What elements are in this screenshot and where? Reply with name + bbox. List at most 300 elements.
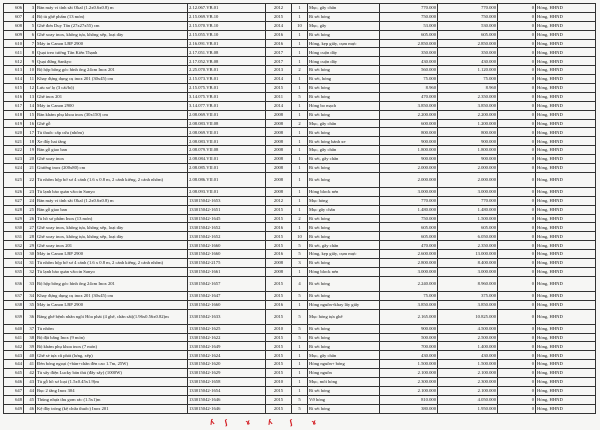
- cell-total-value: 2.500.000: [438, 333, 498, 342]
- cell-year: 2016: [266, 30, 292, 39]
- table-row: [4, 84, 596, 93]
- cell-remaining-value: 0: [498, 128, 536, 137]
- cell-item-index: 5: [24, 21, 36, 30]
- table-row: [4, 276, 596, 291]
- cell-condition: Rỉ sét hỏng: [308, 404, 380, 413]
- cell-quantity: 1: [292, 101, 308, 110]
- cell-condition: Rỉ sét hỏng: [308, 276, 380, 291]
- table-row: [4, 369, 596, 378]
- cell-asset-code: 133015042-1647: [188, 291, 266, 300]
- cell-remaining-value: 0: [498, 232, 536, 241]
- cell-row-number: 625: [4, 172, 24, 187]
- cell-row-number: 617: [4, 101, 24, 110]
- cell-status: Hỏng, HHND: [536, 155, 596, 164]
- cell-remaining-value: 0: [498, 395, 536, 404]
- cell-year: 2008: [266, 137, 292, 146]
- cell-asset-name: Ghế xoay inox, không tựa, không xếp, loại dày: [36, 223, 188, 232]
- cell-status: Hỏng, HHND: [536, 324, 596, 333]
- cell-status: Hỏng, HHND: [536, 187, 596, 196]
- cell-unit-price: 2.000.000: [380, 164, 438, 173]
- cell-unit-price: 3.000.000: [380, 187, 438, 196]
- cell-asset-name: Bộ khám phụ khoa inox (7 món): [36, 342, 188, 351]
- cell-asset-code: 2.08.069.VII.01: [188, 110, 266, 119]
- cell-remaining-value: 0: [498, 377, 536, 386]
- cell-condition: Rỉ sét hỏng: [308, 30, 380, 39]
- table-row: [4, 92, 596, 101]
- cell-status: Hỏng, HHND: [536, 101, 596, 110]
- cell-asset-code: 2.12.067.VB.01: [188, 4, 266, 13]
- cell-unit-price: 900.000: [380, 324, 438, 333]
- cell-year: 2008: [266, 259, 292, 268]
- cell-remaining-value: 0: [498, 119, 536, 128]
- cell-status: Hỏng, HHND: [536, 172, 596, 187]
- cell-item-index: 21: [24, 164, 36, 173]
- cell-quantity: 1: [292, 110, 308, 119]
- cell-asset-name: Máy in Canon LBP 2900: [36, 39, 188, 48]
- table-row: [4, 75, 596, 84]
- cell-year: 2015: [266, 84, 292, 93]
- cell-condition: Hỏng cuộn dây: [308, 57, 380, 66]
- cell-asset-code: 2.15.055.VB.10: [188, 30, 266, 39]
- cell-unit-price: 500.000: [380, 333, 438, 342]
- table-row: [4, 146, 596, 155]
- cell-unit-price: 800.000: [380, 128, 438, 137]
- cell-item-index: 27: [24, 223, 36, 232]
- cell-status: Hỏng, HHND: [536, 48, 596, 57]
- cell-total-value: 430.000: [438, 57, 498, 66]
- table-row: [4, 324, 596, 333]
- cell-remaining-value: 0: [498, 155, 536, 164]
- cell-unit-price: 470.000: [380, 92, 438, 101]
- cell-total-value: 13.000.000: [438, 250, 498, 259]
- cell-year: 2015: [266, 386, 292, 395]
- cell-total-value: 2.000.000: [438, 164, 498, 173]
- cell-year: 2008: [266, 267, 292, 276]
- cell-unit-price: 2.300.000: [380, 377, 438, 386]
- cell-asset-name: Ghế xoay inox 201: [36, 241, 188, 250]
- table-row: [4, 291, 596, 300]
- cell-remaining-value: 0: [498, 291, 536, 300]
- cell-asset-code: 133015042-1652: [188, 232, 266, 241]
- cell-condition: Mục gãy chân: [308, 205, 380, 214]
- cell-condition: Hỏng block nén: [308, 187, 380, 196]
- cell-asset-code: 2.16.091.VB.01: [188, 39, 266, 48]
- cell-asset-code: 2.17.051.VB.08: [188, 48, 266, 57]
- cell-status: Hỏng, HHND: [536, 119, 596, 128]
- cell-row-number: 631: [4, 232, 24, 241]
- cell-year: 2017: [266, 57, 292, 66]
- cell-condition: Mục, gãy chân: [308, 119, 380, 128]
- cell-total-value: 3.000.000: [438, 187, 498, 196]
- cell-total-value: 2.200.000: [438, 110, 498, 119]
- cell-remaining-value: 0: [498, 333, 536, 342]
- cell-unit-price: 2.240.000: [380, 276, 438, 291]
- cell-condition: Rỉ sét hỏng: [308, 12, 380, 21]
- cell-remaining-value: 0: [498, 92, 536, 101]
- cell-year: 2016: [266, 300, 292, 309]
- cell-year: 2015: [266, 369, 292, 378]
- table-row: [4, 386, 596, 395]
- cell-quantity: 1: [292, 75, 308, 84]
- cell-year: 2016: [266, 39, 292, 48]
- table-row: [4, 12, 596, 21]
- cell-year: 2015: [266, 276, 292, 291]
- cell-unit-price: 605.000: [380, 223, 438, 232]
- cell-year: 2008: [266, 110, 292, 119]
- cell-unit-price: 2.000.000: [380, 172, 438, 187]
- cell-remaining-value: 0: [498, 57, 536, 66]
- table-row: [4, 342, 596, 351]
- cell-year: 2015: [266, 205, 292, 214]
- cell-asset-code: 133015042-1654: [188, 386, 266, 395]
- table-row: [4, 30, 596, 39]
- cell-remaining-value: 0: [498, 342, 536, 351]
- cell-unit-price: 2.850.000: [380, 39, 438, 48]
- table-row: [4, 21, 596, 30]
- cell-year: 2008: [266, 119, 292, 128]
- cell-quantity: 1: [292, 172, 308, 187]
- cell-item-index: 39: [24, 342, 36, 351]
- cell-total-value: 2.350.000: [438, 241, 498, 250]
- cell-condition: Hỏng nguồn: [308, 369, 380, 378]
- cell-unit-price: 2.100.000: [380, 369, 438, 378]
- cell-condition: Rỉ sét, gãy chân: [308, 155, 380, 164]
- cell-asset-code: 2.17.052.VB.08: [188, 57, 266, 66]
- cell-row-number: 624: [4, 164, 24, 173]
- cell-total-value: 2.000.000: [438, 172, 498, 187]
- cell-item-index: 29: [24, 241, 36, 250]
- cell-quantity: 1: [292, 12, 308, 21]
- cell-condition: Vỡ hỏng: [308, 395, 380, 404]
- cell-item-index: 28: [24, 232, 36, 241]
- cell-remaining-value: 0: [498, 39, 536, 48]
- cell-remaining-value: 0: [498, 196, 536, 205]
- cell-quantity: 1: [292, 223, 308, 232]
- table-row: [4, 4, 596, 13]
- cell-row-number: 639: [4, 309, 24, 324]
- cell-unit-price: 900.000: [380, 155, 438, 164]
- cell-remaining-value: 0: [498, 351, 536, 360]
- cell-row-number: 646: [4, 377, 24, 386]
- cell-quantity: 1: [292, 4, 308, 13]
- cell-row-number: 635: [4, 267, 24, 276]
- table-row: [4, 250, 596, 259]
- cell-total-value: 3.000.000: [438, 267, 498, 276]
- cell-asset-code: 133015042-1620: [188, 360, 266, 369]
- cell-asset-name: Bàn máy vi tính sắt Okal (1.2x0.6x0.8) m: [36, 4, 188, 13]
- cell-asset-code: 133015042-1661: [188, 267, 266, 276]
- cell-status: Hỏng, HHND: [536, 223, 596, 232]
- table-row: [4, 128, 596, 137]
- cell-asset-code: 2.15.075.VB.01: [188, 84, 266, 93]
- cell-condition: Rỉ sét hỏng: [308, 223, 380, 232]
- cell-item-index: 4: [24, 12, 36, 21]
- cell-quantity: 1: [292, 187, 308, 196]
- cell-status: Hỏng, HHND: [536, 164, 596, 173]
- cell-year: 2015: [266, 360, 292, 369]
- cell-row-number: 626: [4, 187, 24, 196]
- cell-condition: Rỉ sét hỏng: [308, 172, 380, 187]
- cell-quantity: 1: [292, 30, 308, 39]
- cell-remaining-value: 0: [498, 21, 536, 30]
- cell-unit-price: 700.000: [380, 342, 438, 351]
- cell-asset-code: 2.08.083.VII.08: [188, 119, 266, 128]
- cell-condition: Hỏng nguồn+khay lấy giấy: [308, 300, 380, 309]
- cell-total-value: 605.000: [438, 223, 498, 232]
- cell-total-value: 75.000: [438, 75, 498, 84]
- table-row: [4, 395, 596, 404]
- cell-asset-code: 2.08.083.VII.01: [188, 137, 266, 146]
- cell-status: Hỏng, HHND: [536, 196, 596, 205]
- cell-asset-code: 133015042-1651: [188, 205, 266, 214]
- cell-year: 2014: [266, 75, 292, 84]
- table-row: [4, 205, 596, 214]
- cell-item-index: 38: [24, 333, 36, 342]
- cell-item-index: 42: [24, 369, 36, 378]
- cell-year: 2016: [266, 250, 292, 259]
- cell-quantity: 1: [292, 386, 308, 395]
- cell-total-value: 2.300.000: [438, 377, 498, 386]
- cell-status: Hỏng, HHND: [536, 369, 596, 378]
- cell-quantity: 10: [292, 21, 308, 30]
- cell-row-number: 633: [4, 250, 24, 259]
- cell-total-value: 800.000: [438, 128, 498, 137]
- cell-status: Hỏng, HHND: [536, 110, 596, 119]
- cell-quantity: 5: [292, 241, 308, 250]
- cell-quantity: 1: [292, 146, 308, 155]
- cell-total-value: 770.000: [438, 196, 498, 205]
- cell-asset-name: Xe đẩy hai tầng: [36, 137, 188, 146]
- cell-row-number: 637: [4, 291, 24, 300]
- cell-asset-name: Ghế đơn Duy Tân (27x27x55) cm: [36, 21, 188, 30]
- cell-quantity: 4: [292, 276, 308, 291]
- cell-unit-price: 3.000.000: [380, 267, 438, 276]
- cell-item-index: 30: [24, 250, 36, 259]
- cell-item-index: 35: [24, 300, 36, 309]
- cell-status: Hỏng, HHND: [536, 360, 596, 369]
- cell-row-number: 616: [4, 92, 24, 101]
- cell-quantity: 1: [292, 351, 308, 360]
- table-row: [4, 232, 596, 241]
- cell-row-number: 607: [4, 12, 24, 21]
- red-signature-mark: ʃ: [288, 418, 294, 427]
- cell-unit-price: 1.800.000: [380, 146, 438, 155]
- cell-unit-price: 1.500.000: [380, 360, 438, 369]
- cell-item-index: 26: [24, 214, 36, 223]
- cell-row-number: 609: [4, 30, 24, 39]
- cell-status: Hỏng, HHND: [536, 137, 596, 146]
- cell-condition: Hỏng, kẹp giấy, cụm mực: [308, 39, 380, 48]
- cell-unit-price: 2.100.000: [380, 386, 438, 395]
- cell-remaining-value: 0: [498, 250, 536, 259]
- cell-item-index: 13: [24, 92, 36, 101]
- cell-total-value: 3.850.000: [438, 300, 498, 309]
- cell-year: 2017: [266, 48, 292, 57]
- cell-asset-name: Băng ghế bệnh nhân ngồi Hòa phát (4 ghế, chân sắt)(1.96x0.56x0.82)m: [36, 309, 188, 324]
- cell-asset-name: Tủ sấy điện Lucky bán thủ (đãy sấy) (1000W): [36, 369, 188, 378]
- cell-quantity: 1: [292, 48, 308, 57]
- cell-row-number: 647: [4, 386, 24, 395]
- cell-remaining-value: 0: [498, 164, 536, 173]
- table-row: [4, 360, 596, 369]
- cell-asset-name: Bộ tủ ghế phẩm (13 món): [36, 12, 188, 21]
- cell-year: 2008: [266, 128, 292, 137]
- cell-condition: Rỉ sét, gãy chân: [308, 241, 380, 250]
- cell-condition: Mục, gãy: [308, 21, 380, 30]
- cell-asset-name: Bộ hộp bông góc hình ống 24cm Inox 201: [36, 66, 188, 75]
- asset-disposal-table: [3, 3, 596, 414]
- cell-asset-name: Thùng nhựa thu gom rác (1.5x1)m: [36, 395, 188, 404]
- cell-remaining-value: 0: [498, 259, 536, 268]
- cell-total-value: 10.825.000: [438, 309, 498, 324]
- cell-asset-name: Ghế xoay inox, không tựa, không xếp, loại dày: [36, 232, 188, 241]
- cell-total-value: 1.200.000: [438, 119, 498, 128]
- cell-condition: Rỉ sét hỏng: [308, 291, 380, 300]
- cell-quantity: 3: [292, 259, 308, 268]
- cell-total-value: 1.500.000: [438, 214, 498, 223]
- cell-asset-name: Ghế xoay inox, không tựa, không xếp, loại dày: [36, 30, 188, 39]
- cell-remaining-value: 0: [498, 276, 536, 291]
- cell-total-value: 2.100.000: [438, 369, 498, 378]
- cell-total-value: 605.000: [438, 30, 498, 39]
- cell-remaining-value: 0: [498, 84, 536, 93]
- cell-total-value: 4.050.000: [438, 395, 498, 404]
- cell-remaining-value: 0: [498, 360, 536, 369]
- cell-remaining-value: 0: [498, 66, 536, 75]
- cell-condition: Mục hỏng: [308, 196, 380, 205]
- cell-asset-code: 133015042-1629: [188, 369, 266, 378]
- cell-total-value: 3.850.000: [438, 101, 498, 110]
- cell-asset-code: 133015042-1653: [188, 196, 266, 205]
- cell-condition: Rỉ sét hỏng: [308, 342, 380, 351]
- cell-asset-code: 133015042-1633: [188, 309, 266, 324]
- cell-asset-name: Máy in Canon LBP 2900: [36, 300, 188, 309]
- cell-quantity: 5: [292, 309, 308, 324]
- cell-total-value: 4.500.000: [438, 324, 498, 333]
- table-row: [4, 241, 596, 250]
- cell-asset-code: 133015042-1649: [188, 342, 266, 351]
- table-row: [4, 164, 596, 173]
- cell-quantity: 2: [292, 66, 308, 75]
- cell-asset-name: Quạt đứng Sankyo: [36, 57, 188, 66]
- cell-condition: Hỏng bo mạch: [308, 101, 380, 110]
- cell-row-number: 630: [4, 223, 24, 232]
- cell-year: 2015: [266, 395, 292, 404]
- cell-status: Hỏng, HHND: [536, 4, 596, 13]
- table-row: [4, 333, 596, 342]
- cell-asset-code: 2.08.093.VII.01: [188, 187, 266, 196]
- cell-row-number: 640: [4, 324, 24, 333]
- cell-year: 2015: [266, 342, 292, 351]
- table-row: [4, 119, 596, 128]
- cell-asset-code: 3.14.075.VB.01: [188, 92, 266, 101]
- cell-unit-price: 750.000: [380, 214, 438, 223]
- cell-asset-name: Tủ nhôm: [36, 324, 188, 333]
- cell-unit-price: 605.000: [380, 232, 438, 241]
- table-row: [4, 101, 596, 110]
- cell-year: 2012: [266, 196, 292, 205]
- cell-asset-name: Lưu xơ lọ (3 cái/bộ): [36, 84, 188, 93]
- cell-remaining-value: 0: [498, 205, 536, 214]
- cell-asset-name: Đèn bóng ngoại (+bàn+chân đèn cao 1.7m, 25W): [36, 360, 188, 369]
- cell-item-index: 22: [24, 172, 36, 187]
- cell-remaining-value: 0: [498, 241, 536, 250]
- cell-status: Hỏng, HHND: [536, 351, 596, 360]
- cell-quantity: 5: [292, 250, 308, 259]
- cell-item-index: 14: [24, 101, 36, 110]
- cell-unit-price: 600.000: [380, 119, 438, 128]
- cell-year: 2015: [266, 333, 292, 342]
- cell-asset-code: 2.15.069.VB.10: [188, 12, 266, 21]
- cell-item-index: 3: [24, 4, 36, 13]
- cell-quantity: 1: [292, 342, 308, 351]
- cell-item-index: 33: [24, 276, 36, 291]
- cell-status: Hỏng, HHND: [536, 291, 596, 300]
- cell-remaining-value: 0: [498, 309, 536, 324]
- cell-asset-name: Khay đựng dụng cụ inox 201 (30x45) cm: [36, 75, 188, 84]
- cell-year: 2008: [266, 146, 292, 155]
- cell-year: 2011: [266, 92, 292, 101]
- cell-year: 2008: [266, 187, 292, 196]
- cell-row-number: 643: [4, 351, 24, 360]
- cell-row-number: 618: [4, 110, 24, 119]
- cell-unit-price: 470.000: [380, 241, 438, 250]
- cell-item-index: 43: [24, 377, 36, 386]
- cell-unit-price: 430.000: [380, 57, 438, 66]
- cell-condition: Mục, mối hỏng: [308, 377, 380, 386]
- cell-year: 2010: [266, 324, 292, 333]
- cell-asset-name: Tủ hồ sơ phẩm Inox (13 món): [36, 214, 188, 223]
- cell-condition: Rỉ sét hỏng: [308, 92, 380, 101]
- cell-condition: Rỉ sét hỏng: [308, 110, 380, 119]
- cell-asset-name: Giường inox (200x80) cm: [36, 164, 188, 173]
- cell-item-index: 44: [24, 386, 36, 395]
- cell-status: Hỏng, HHND: [536, 333, 596, 342]
- cell-item-index: 10: [24, 66, 36, 75]
- cell-asset-code: 133015042-1625: [188, 324, 266, 333]
- cell-item-index: 23: [24, 187, 36, 196]
- cell-unit-price: 2.600.000: [380, 250, 438, 259]
- cell-total-value: 770.000: [438, 4, 498, 13]
- cell-item-index: 46: [24, 404, 36, 413]
- cell-asset-name: Bục 2 tầng Inox 304: [36, 386, 188, 395]
- cell-asset-code: 133015042-1646: [188, 395, 266, 404]
- cell-unit-price: 770.000: [380, 4, 438, 13]
- cell-unit-price: 750.000: [380, 12, 438, 21]
- cell-condition: Rỉ sét hỏng bánh xe: [308, 137, 380, 146]
- cell-status: Hỏng, HHND: [536, 267, 596, 276]
- cell-item-index: 37: [24, 324, 36, 333]
- cell-status: Hỏng, HHND: [536, 84, 596, 93]
- cell-remaining-value: 0: [498, 187, 536, 196]
- cell-item-index: 36: [24, 309, 36, 324]
- cell-item-index: 11: [24, 75, 36, 84]
- cell-status: Hỏng, HHND: [536, 377, 596, 386]
- cell-year: 2015: [266, 232, 292, 241]
- cell-status: Hỏng, HHND: [536, 250, 596, 259]
- cell-asset-name: Bộ đặt bằng Inox (9 món): [36, 333, 188, 342]
- cell-remaining-value: 0: [498, 267, 536, 276]
- cell-total-value: 350.000: [438, 48, 498, 57]
- table-row: [4, 351, 596, 360]
- cell-unit-price: 900.000: [380, 137, 438, 146]
- cell-status: Hỏng, HHND: [536, 92, 596, 101]
- table-row: [4, 57, 596, 66]
- cell-asset-code: 133015042-1645: [188, 214, 266, 223]
- cell-asset-name: Bàn gỗ giao ban: [36, 146, 188, 155]
- cell-total-value: 8.960: [438, 84, 498, 93]
- table-body: [4, 4, 596, 414]
